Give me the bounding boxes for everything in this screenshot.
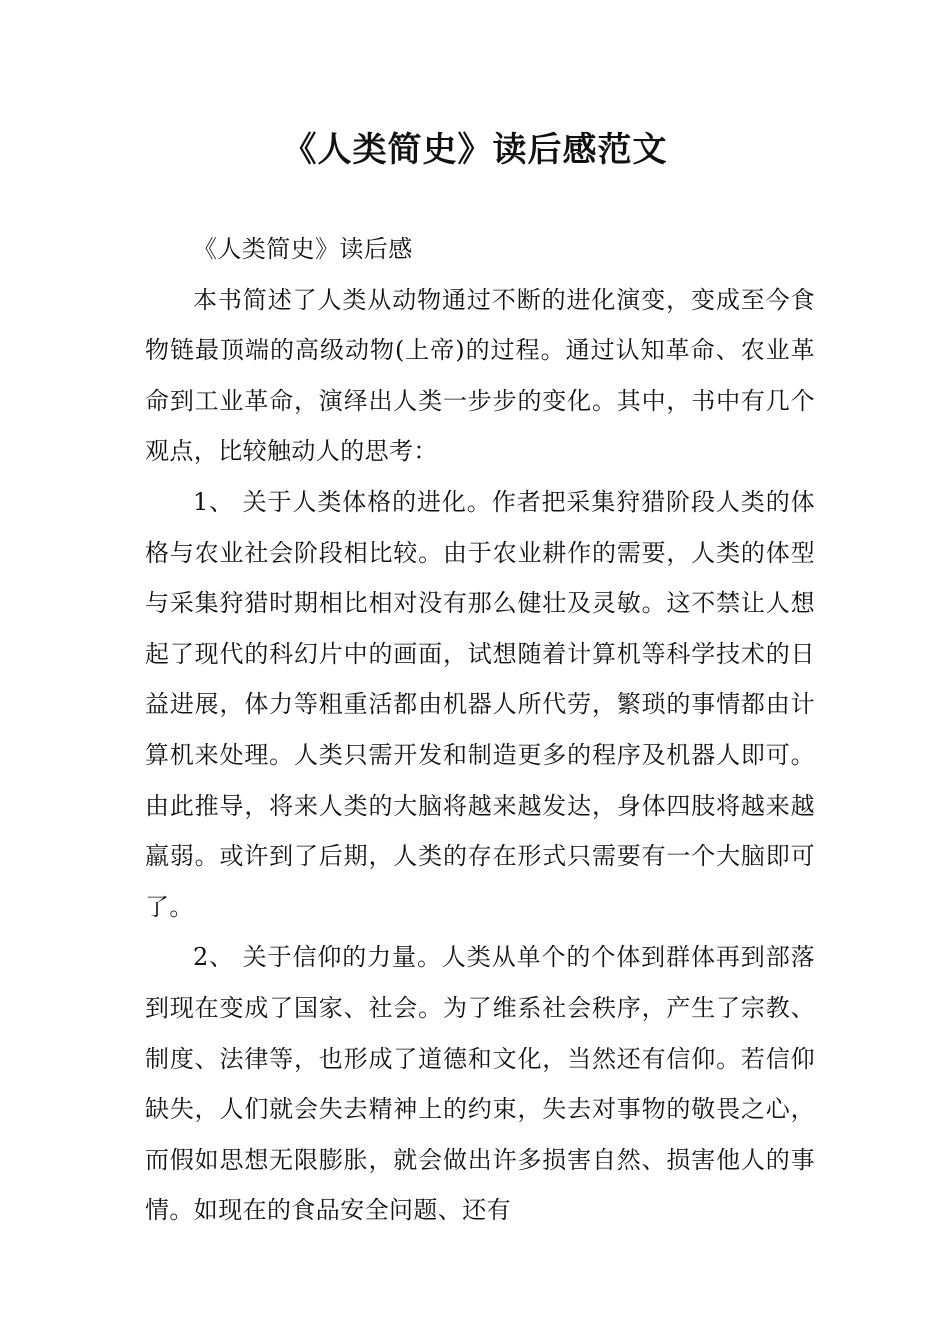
document-title: 《人类简史》读后感范文 xyxy=(282,130,668,170)
document-body xyxy=(145,224,815,1236)
paragraph-point-1: 1、 关于人类体格的进化。作者把采集狩猎阶段人类的体格与农业社会阶段相比较。由于农业耕作的需要，人类的体型与采集狩猎时期相比相对没有那么健壮及灵敏。这不禁让人想起了现代的科幻片中的画面，试想随着计算机等科学技术的日益进展，体力等粗重活都由机器人所代劳，繁琐的事情都由计算机来处理。人类只需开发和制造更多的程序及机器人即可。由此推导，将来人类的大脑将越来越发达，身体四肢将越来越羸弱。或许到了后期，人类的存在形式只需要有一个大脑即可了。 xyxy=(145,487,815,921)
document-subtitle: 《人类简史》读后感 xyxy=(193,235,413,263)
paragraph-intro: 本书简述了人类从动物通过不断的进化演变，变成至今食物链最顶端的高级动物(上帝)的过程。通过认知革命、农业革命到工业革命，演绎出人类一步步的变化。其中，书中有几个观点，比较触动人的思考： xyxy=(145,285,815,466)
paragraph-point-2: 2、 关于信仰的力量。人类从单个的个体到群体再到部落到现在变成了国家、社会。为了维系社会秩序，产生了宗教、制度、法律等，也形成了道德和文化，当然还有信仰。若信仰缺失，人们就会失去精神上的约束，失去对事物的敬畏之心，而假如思想无限膨胀，就会做出许多损害自然、损害他人的事情。如现在的食品安全问题、还有 xyxy=(145,943,815,1225)
